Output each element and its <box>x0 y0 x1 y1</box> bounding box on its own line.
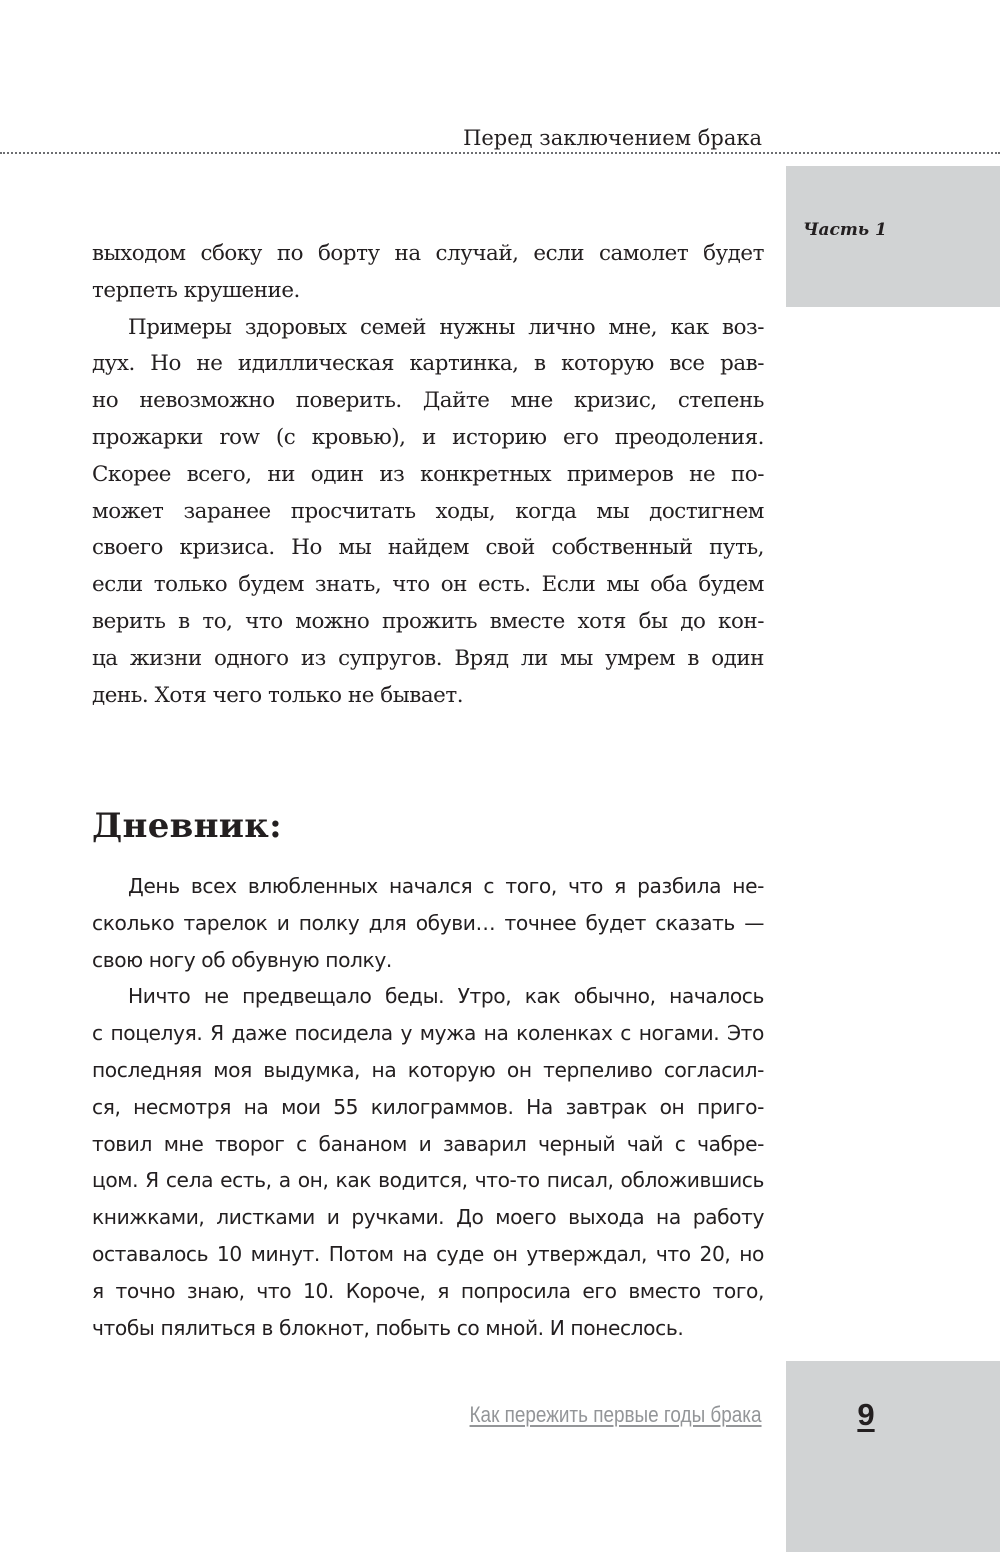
text-line: цом. Я села есть, а он, как водится, что-то писал, обложившись <box>92 1168 764 1193</box>
text-line: выходом сбоку по борту на случай, если самолет будет <box>92 241 764 266</box>
diary-text <box>92 868 764 1346</box>
text-line: терпеть крушение. <box>92 277 300 303</box>
body-text <box>92 236 764 714</box>
part-label: Часть 1 <box>803 220 887 240</box>
text-line: ся, несмотря на мои 55 килограммов. На завтрак он приго- <box>92 1094 764 1119</box>
running-head: Перед заключением брака <box>463 126 762 150</box>
text-line: с поцелуя. Я даже посидела у мужа на коленках с ногами. Это <box>92 1021 764 1046</box>
text-line: я точно знаю, что 10. Короче, я попросила его вместо того, <box>92 1278 764 1303</box>
page-number-tab <box>786 1361 1000 1552</box>
text-line: день. Хотя чего только не бывает. <box>92 682 464 708</box>
text-line: Скорее всего, ни один из конкретных примеров не по- <box>92 461 764 487</box>
text-line: сколько тарелок и полку для обуви… точнее будет сказать — <box>92 910 764 935</box>
text-line: книжками, листками и ручками. До моего выхода на работу <box>92 1205 764 1230</box>
text-line: чтобы пялиться в блокнот, побыть со мной. И понеслось. <box>92 1315 684 1340</box>
header-divider <box>0 152 1000 154</box>
text-line: прожарки row (с кровью), и историю его преодоления. <box>92 424 764 450</box>
text-line: оставалось 10 минут. Потом на суде он утверждал, что 20, но <box>92 1241 764 1266</box>
page-number: 9 <box>857 1397 875 1432</box>
book-title: Как пережить первые годы брака <box>470 1402 762 1427</box>
text-line: дух. Но не идиллическая картинка, в которую все рав- <box>92 351 764 377</box>
text-line: товил мне творог с бананом и заварил черный чай с чабре- <box>92 1131 764 1156</box>
text-line: но невозможно поверить. Дайте мне кризис, степень <box>92 388 764 414</box>
text-line: верить в то, что можно прожить вместе хотя бы до кон- <box>92 608 764 634</box>
text-line: Ничто не предвещало беды. Утро, как обычно, началось <box>128 984 764 1009</box>
text-line: последняя моя выдумка, на которую он терпеливо согласил- <box>92 1057 764 1082</box>
section-heading: Дневник: <box>92 806 282 846</box>
text-line: своего кризиса. Но мы найдем свой собственный путь, <box>92 535 764 561</box>
text-line: если только будем знать, что он есть. Если мы оба будем <box>92 572 764 598</box>
text-line: свою ногу об обувную полку. <box>92 947 392 972</box>
text-line: ца жизни одного из супругов. Вряд ли мы умрем в один <box>92 645 764 671</box>
text-line: Примеры здоровых семей нужны лично мне, как воз- <box>128 314 764 340</box>
text-line: День всех влюбленных начался с того, что я разбила не- <box>128 874 764 898</box>
text-line: может заранее просчитать ходы, когда мы достигнем <box>92 498 764 524</box>
